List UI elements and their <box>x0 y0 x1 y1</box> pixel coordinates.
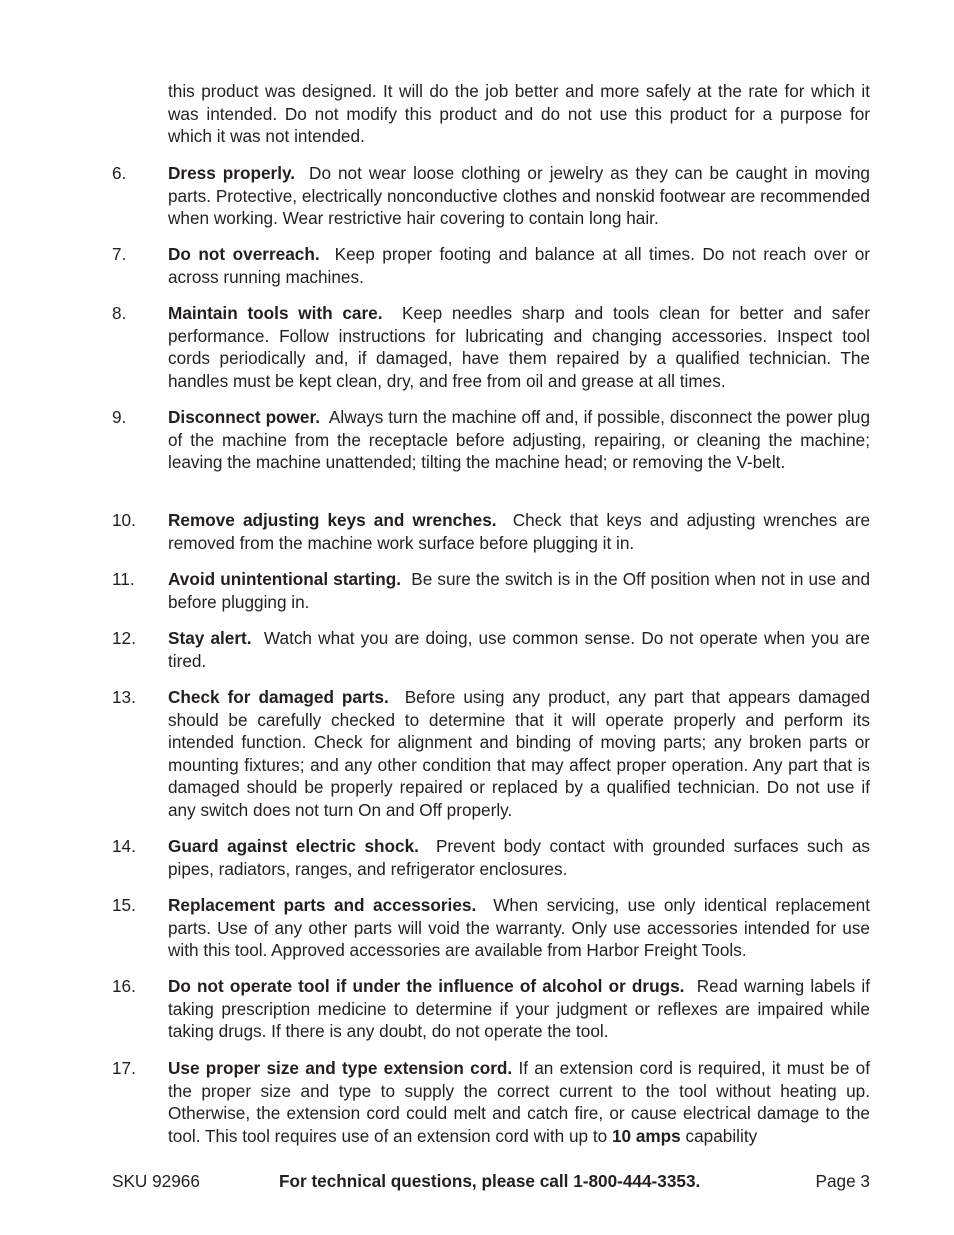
item-text: Be sure the switch is in the Off position when not in use and before plugging in. <box>168 569 870 612</box>
item-body <box>168 406 870 474</box>
item-text: Do not wear loose clothing or jewelry as they can be caught in moving parts. Protective, electrically nonconductive clothes and nonskid footwear are recommended when working. Wear restrictive hair covering to contain long hair. <box>168 163 870 229</box>
list-item <box>112 894 870 962</box>
item-number: 17. <box>112 1058 136 1078</box>
item-number: 15. <box>112 895 136 915</box>
item-number: 12. <box>112 628 136 648</box>
item-title: Avoid unintentional starting. <box>168 569 402 589</box>
item-number: 13. <box>112 687 136 707</box>
item-title: Disconnect power. <box>168 407 321 427</box>
item-number: 8. <box>112 303 127 323</box>
item-text: If an extension cord is required, it must be of the proper size and type to supply the correct current to the tool without heating up. Otherwise, the extension cord could melt and catch fire, or cause electrical damage to the tool. This tool requires use of an extension cord with up to <box>168 1058 870 1146</box>
item-title: Do not operate tool if under the influence of alcohol or drugs. <box>168 976 685 996</box>
item-body <box>168 686 870 822</box>
item-body <box>168 243 870 288</box>
item-title: Guard against electric shock. <box>168 836 419 856</box>
item-text: Before using any product, any part that appears damaged should be carefully checked to determine that it will operate properly and perform its intended function. Check for alignment and binding of moving parts; any broken parts or mounting fixtures; and any other condition that may affect proper operation. Any part that is damaged should be properly repaired or replaced by a qualified technician. Do not use if any switch does not turn On and Off properly. <box>168 687 870 820</box>
item-title: Maintain tools with care. <box>168 303 383 323</box>
item-body <box>168 568 870 613</box>
item-title: Use proper size and type extension cord. <box>168 1058 513 1078</box>
list-item <box>112 509 870 554</box>
list-item <box>112 1057 870 1147</box>
list-item <box>112 835 870 880</box>
item-text: Read warning labels if taking prescription medicine to determine if your judgment or reflexes are impaired while taking drugs. If there is any doubt, do not operate the tool. <box>168 976 870 1042</box>
item-title: Stay alert. <box>168 628 252 648</box>
list-item <box>112 406 870 474</box>
item-text: Always turn the machine off and, if possible, disconnect the power plug of the machine from the receptacle before adjusting, repairing, or cleaning the machine; leaving the machine unattended; tilting the machine head; or removing the V-belt. <box>168 407 871 473</box>
item-body <box>168 509 870 554</box>
page-number: Page 3 <box>815 1171 870 1191</box>
item-body <box>168 627 870 672</box>
item-number: 7. <box>112 244 127 264</box>
item-number: 10. <box>112 510 136 530</box>
item-body <box>168 894 870 962</box>
list-item <box>112 302 870 392</box>
item-number: 6. <box>112 163 127 183</box>
item-number: 14. <box>112 836 136 856</box>
page-footer <box>112 1169 870 1193</box>
list-item <box>112 568 870 613</box>
item-text: When servicing, use only identical replacement parts. Use of any other parts will void the warranty. Only use accessories intended for use with this tool. Approved accessories are available from Harbor Freight Tools. <box>168 895 870 961</box>
intro-paragraph: this product was designed. It will do the job better and more safely at the rate for which it was intended. Do not modify this product and do not use this product for a purpose for which it was not intended. <box>168 81 870 147</box>
item-text: Watch what you are doing, use common sense. Do not operate when you are tired. <box>168 628 870 671</box>
amps-emphasis: 10 amps <box>611 1125 681 1146</box>
item-text: Keep needles sharp and tools clean for better and safer performance. Follow instructions for lubricating and changing accessories. Inspect tool cords periodically and, if damaged, have them repaired by a qualified technician. The handles must be kept clean, dry, and free from oil and grease at all times. <box>168 303 870 391</box>
support-phone-text: For technical questions, please call 1-800-444-3353. <box>279 1171 701 1191</box>
item-body <box>168 835 870 880</box>
item-title: Check for damaged parts. <box>168 687 389 707</box>
list-item <box>112 243 870 288</box>
item-title: Dress properly. <box>168 163 296 183</box>
item-title: Do not overreach. <box>168 244 320 264</box>
item-title: Remove adjusting keys and wrenches. <box>168 510 497 530</box>
item-text: Prevent body contact with grounded surfaces such as pipes, radiators, ranges, and refrigerator enclosures. <box>168 836 870 879</box>
item-title: Replacement parts and accessories. <box>168 895 477 915</box>
item-number: 11. <box>112 569 135 589</box>
item-number: 9. <box>112 407 127 427</box>
item-body <box>168 162 870 230</box>
list-item <box>112 162 870 230</box>
list-item <box>112 975 870 1043</box>
item-body <box>168 1057 870 1147</box>
item-body <box>168 302 870 392</box>
list-item <box>112 627 870 672</box>
list-item <box>112 686 870 822</box>
item-body <box>168 975 870 1043</box>
item-text-tail: capability <box>685 1125 758 1146</box>
item-number: 16. <box>112 976 136 996</box>
item-text: Keep proper footing and balance at all times. Do not reach over or across running machines. <box>168 244 870 287</box>
sku-label: SKU 92966 <box>112 1171 200 1191</box>
item-text: Check that keys and adjusting wrenches are removed from the machine work surface before plugging it in. <box>168 510 870 553</box>
